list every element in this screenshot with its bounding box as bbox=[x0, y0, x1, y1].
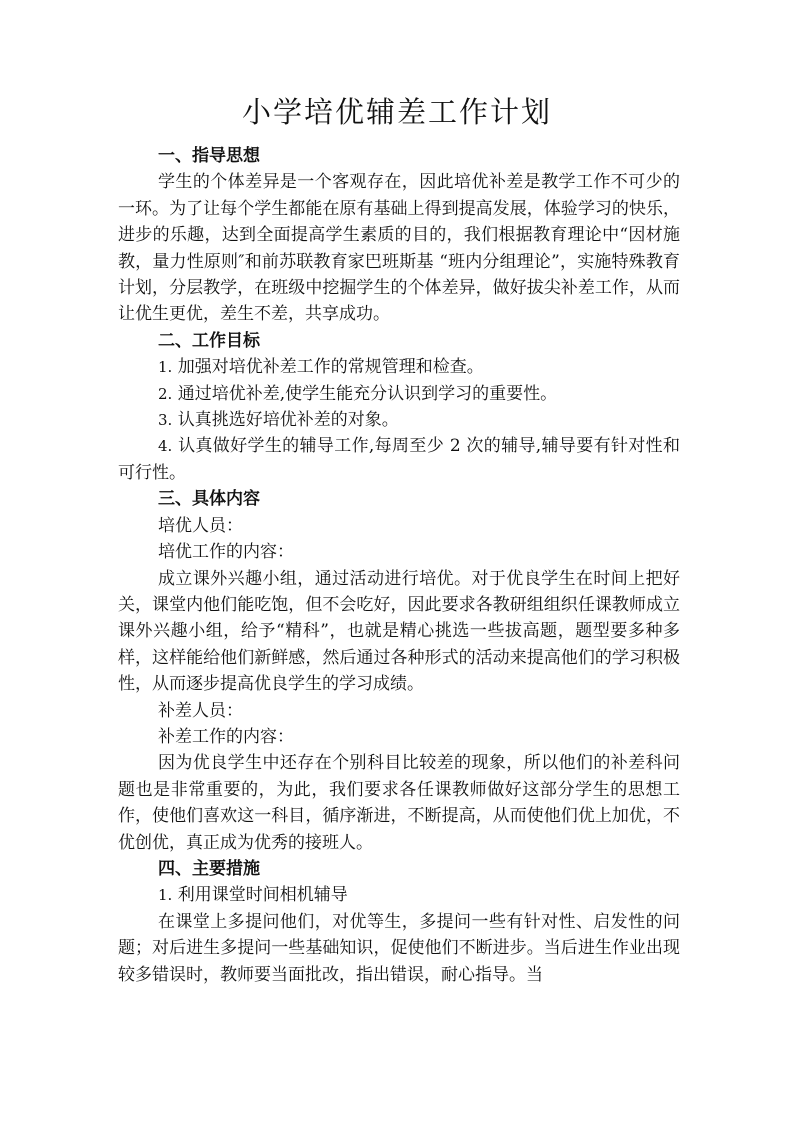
list-item bbox=[118, 354, 680, 380]
document-body bbox=[118, 143, 680, 988]
list-item bbox=[118, 381, 680, 407]
section-heading: 一、指导思想 bbox=[158, 146, 260, 166]
section-main-measures bbox=[118, 856, 680, 988]
paragraph: 成立课外兴趣小组，通过活动进行培优。对于优良学生在时间上把好关，课堂内他们能吃饱，但不会吃好，因此要求各教研组组织任课教师成立课外兴趣小组，给予“精科”，也就是精心挑选一些拔高题，题型要多种多样，这样能给他们新鲜感，然后通过各种形式的活动来提高他们的学习积极性，从而逐步提高优良学生的学习成绩。 bbox=[118, 568, 680, 695]
section-work-goals bbox=[118, 328, 680, 486]
remedial-work-label: 补差工作的内容： bbox=[158, 726, 294, 747]
paragraph: 因为优良学生中还存在个别科目比较差的现象，所以他们的补差科问题也是非常重要的，为此，我们要求各任课教师做好这部分学生的思想工作，使他们喜欢这一科目，循序渐进，不断提高，从而使他们优上加优，不优创优，真正成为优秀的接班人。 bbox=[118, 753, 680, 853]
list-item-number: 3. bbox=[158, 411, 173, 430]
list-item-number: 4. bbox=[158, 437, 173, 456]
document-title: 小学培优辅差工作计划 bbox=[241, 95, 552, 129]
list-item bbox=[118, 407, 680, 433]
remedial-students-label: 补差人员： bbox=[158, 700, 243, 721]
top-students-work-label: 培优工作的内容： bbox=[158, 542, 294, 563]
list-item-text: 加强对培优补差工作的常规管理和检查。 bbox=[177, 357, 484, 378]
list-item-number: 1. bbox=[158, 886, 173, 905]
top-students-label: 培优人员： bbox=[158, 515, 243, 536]
list-item bbox=[118, 433, 680, 486]
list-item-number: 1. bbox=[158, 358, 173, 377]
list-item-text: 认真挑选好培优补差的对象。 bbox=[177, 410, 399, 431]
list-item-text: 利用课堂时间相机辅导 bbox=[177, 885, 348, 906]
section-heading: 四、主要措施 bbox=[158, 858, 260, 879]
list-item-number: 2. bbox=[158, 384, 173, 403]
list-item-text: 通过培优补差,使学生能充分认识到学习的重要性。 bbox=[177, 383, 558, 404]
list-item bbox=[118, 882, 680, 908]
section-heading: 三、具体内容 bbox=[158, 489, 260, 510]
list-item-text: 认真做好学生的辅导工作,每周至少 2 次的辅导,辅导要有针对性和可行性。 bbox=[118, 436, 681, 483]
section-specific-content bbox=[118, 486, 680, 856]
paragraph: 学生的个体差异是一个客观存在，因此培优补差是教学工作不可少的一环。为了让每个学生都能在原有基础上得到提高发展，体验学习的快乐，进步的乐趣，达到全面提高学生素质的目的，我们根据教育理论中“因材施教，量力性原则″和前苏联教育家巴班斯基 “班内分组理论”，实施特殊教育计划，分层教学，在班级中挖掘学生的个体差异，做好拔尖补差工作，从而让优生更优，差生不差，共享成功。 bbox=[118, 172, 680, 325]
paragraph: 在课堂上多提问他们，对优等生，多提问一些有针对性、启发性的问题；对后进生多提问一些基础知识，促使他们不断进步。当后进生作业出现较多错误时，教师要当面批改，指出错误，耐心指导。当 bbox=[118, 911, 680, 985]
section-guiding-ideology bbox=[118, 143, 680, 328]
section-heading: 二、工作目标 bbox=[158, 330, 260, 351]
